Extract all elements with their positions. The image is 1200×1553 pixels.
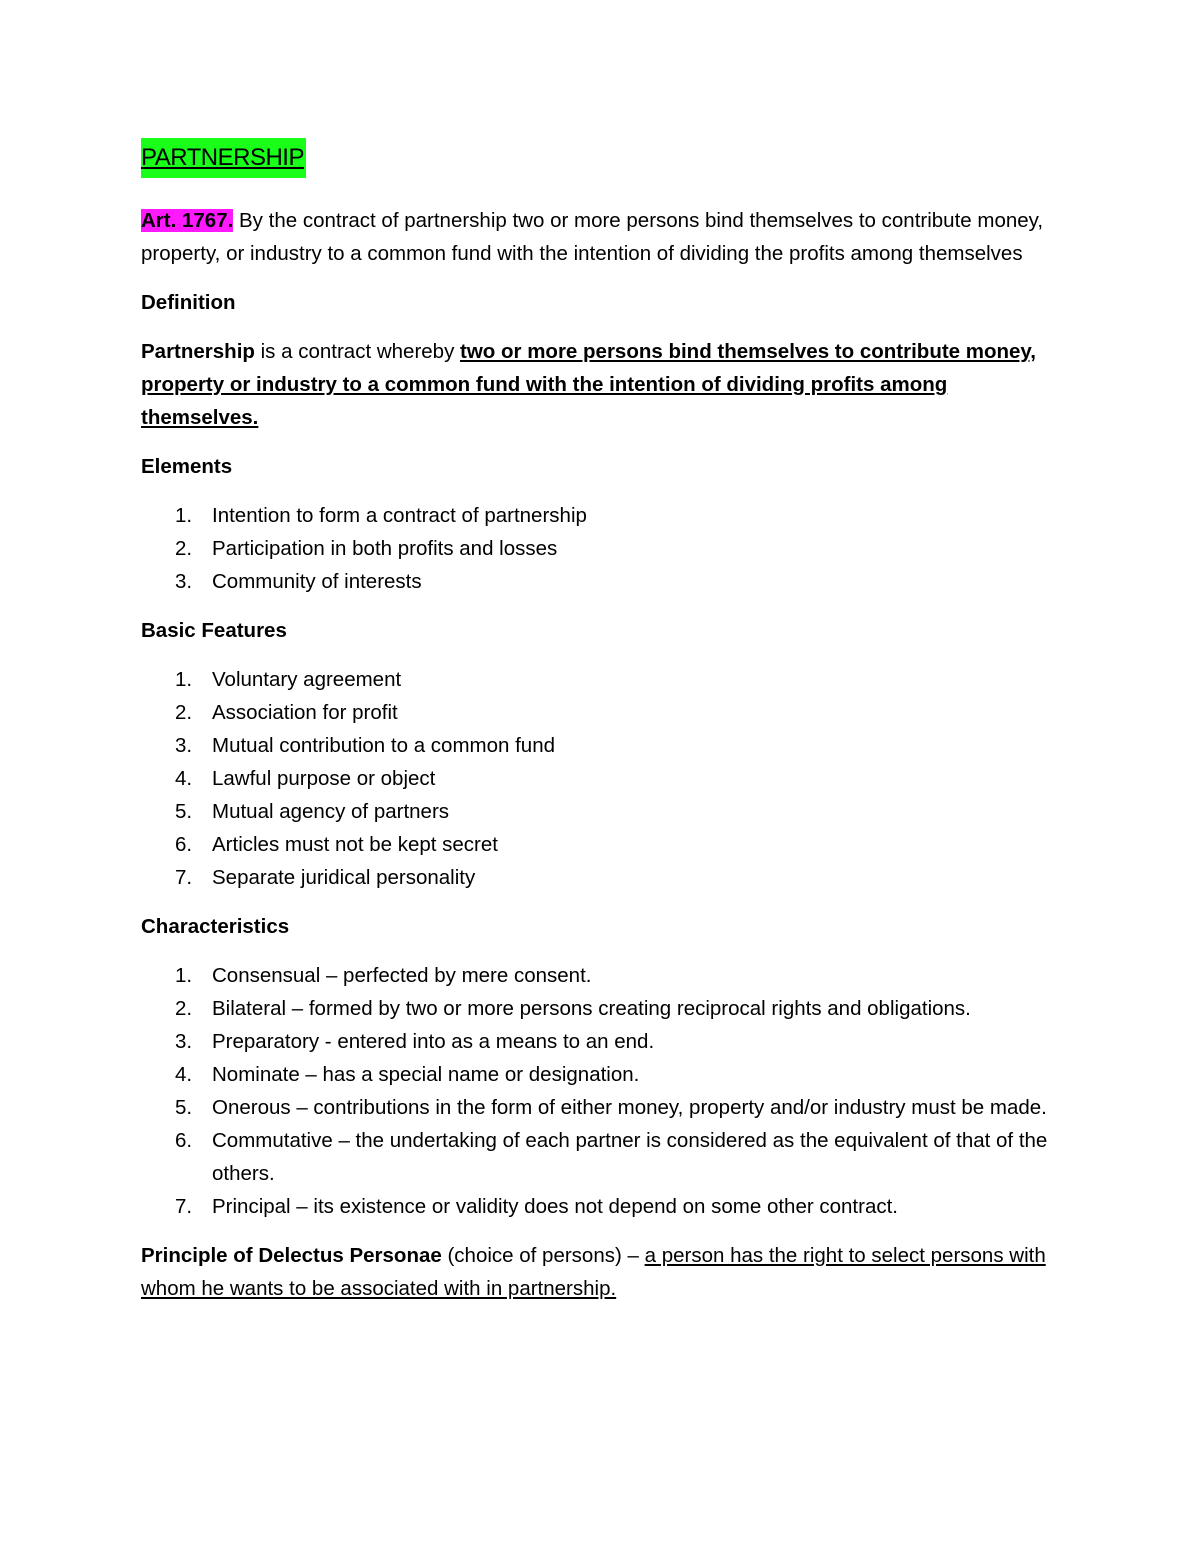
definition-heading: Definition (141, 291, 236, 314)
list-item (141, 861, 1061, 894)
list-number: 7. (175, 1195, 193, 1218)
list-number: 7. (175, 866, 193, 889)
list-item (141, 696, 1061, 729)
list-number: 2. (175, 537, 193, 560)
list-text: Lawful purpose or object (212, 767, 436, 790)
list-number: 1. (175, 964, 193, 987)
elements-list (141, 499, 1061, 598)
list-text: Intention to form a contract of partnership (212, 504, 587, 527)
list-text: Onerous – contributions in the form of either money, property and/or industry must be made. (212, 1096, 1047, 1119)
list-text: Participation in both profits and losses (212, 537, 558, 560)
list-number: 5. (175, 1096, 193, 1119)
definition-term: Partnership (141, 340, 255, 363)
list-text: Association for profit (212, 701, 398, 724)
list-number: 3. (175, 1030, 193, 1053)
article-text: By the contract of partnership two or more persons bind themselves to contribute money, property, or industry to a common fund with the intention of dividing the profits among themselves (141, 209, 1044, 265)
list-number: 1. (175, 668, 193, 691)
list-item (141, 992, 1061, 1025)
document-title: PARTNERSHIP (141, 138, 306, 178)
list-text: Articles must not be kept secret (212, 833, 498, 856)
list-number: 4. (175, 767, 193, 790)
list-item (141, 565, 1061, 598)
principle-paren: (choice of persons) – (441, 1244, 645, 1267)
list-item (141, 1025, 1061, 1058)
list-item (141, 729, 1061, 762)
list-item (141, 828, 1061, 861)
list-number: 5. (175, 800, 193, 823)
article-paragraph (141, 204, 1061, 270)
list-number: 2. (175, 701, 193, 724)
list-text: Separate juridical personality (212, 866, 476, 889)
list-text: Voluntary agreement (212, 668, 402, 691)
list-text: Consensual – perfected by mere consent. (212, 964, 592, 987)
list-item (141, 499, 1061, 532)
list-item (141, 762, 1061, 795)
list-number: 4. (175, 1063, 193, 1086)
list-text: Preparatory - entered into as a means to an end. (212, 1030, 655, 1053)
list-text: Nominate – has a special name or designation. (212, 1063, 640, 1086)
definition-underlined: two or more persons bind themselves to contribute money, property or industry to a common fund with the intention of dividing profits among themselves. (141, 340, 1037, 429)
list-number: 6. (175, 833, 193, 856)
list-text: Bilateral – formed by two or more persons creating reciprocal rights and obligations. (212, 997, 971, 1020)
definition-lead: is a contract whereby (254, 340, 461, 363)
characteristics-list (141, 959, 1061, 1223)
list-number: 2. (175, 997, 193, 1020)
list-item (141, 1058, 1061, 1091)
definition-paragraph (141, 335, 1061, 434)
list-item (141, 663, 1061, 696)
list-text: Commutative – the undertaking of each partner is considered as the equivalent of that of the others. (212, 1129, 1048, 1185)
list-item (141, 1091, 1061, 1124)
list-item (141, 1124, 1061, 1190)
list-item (141, 532, 1061, 565)
basic-features-heading: Basic Features (141, 619, 287, 642)
list-text: Mutual contribution to a common fund (212, 734, 555, 757)
title-block (141, 138, 1061, 182)
list-number: 6. (175, 1129, 193, 1152)
list-text: Principal – its existence or validity does not depend on some other contract. (212, 1195, 898, 1218)
list-text: Mutual agency of partners (212, 800, 450, 823)
elements-heading: Elements (141, 455, 233, 478)
list-item (141, 1190, 1061, 1223)
list-number: 3. (175, 570, 193, 593)
document-page (141, 138, 1061, 1321)
principle-term: Principle of Delectus Personae (141, 1244, 442, 1267)
article-label: Art. 1767. (141, 209, 234, 232)
principle-underlined: a person has the right to select persons with whom he wants to be associated with in partnership. (141, 1244, 1046, 1300)
principle-paragraph (141, 1239, 1061, 1305)
list-number: 3. (175, 734, 193, 757)
list-item (141, 959, 1061, 992)
basic-features-list (141, 663, 1061, 894)
list-text: Community of interests (212, 570, 422, 593)
list-item (141, 795, 1061, 828)
characteristics-heading: Characteristics (141, 915, 290, 938)
list-number: 1. (175, 504, 193, 527)
